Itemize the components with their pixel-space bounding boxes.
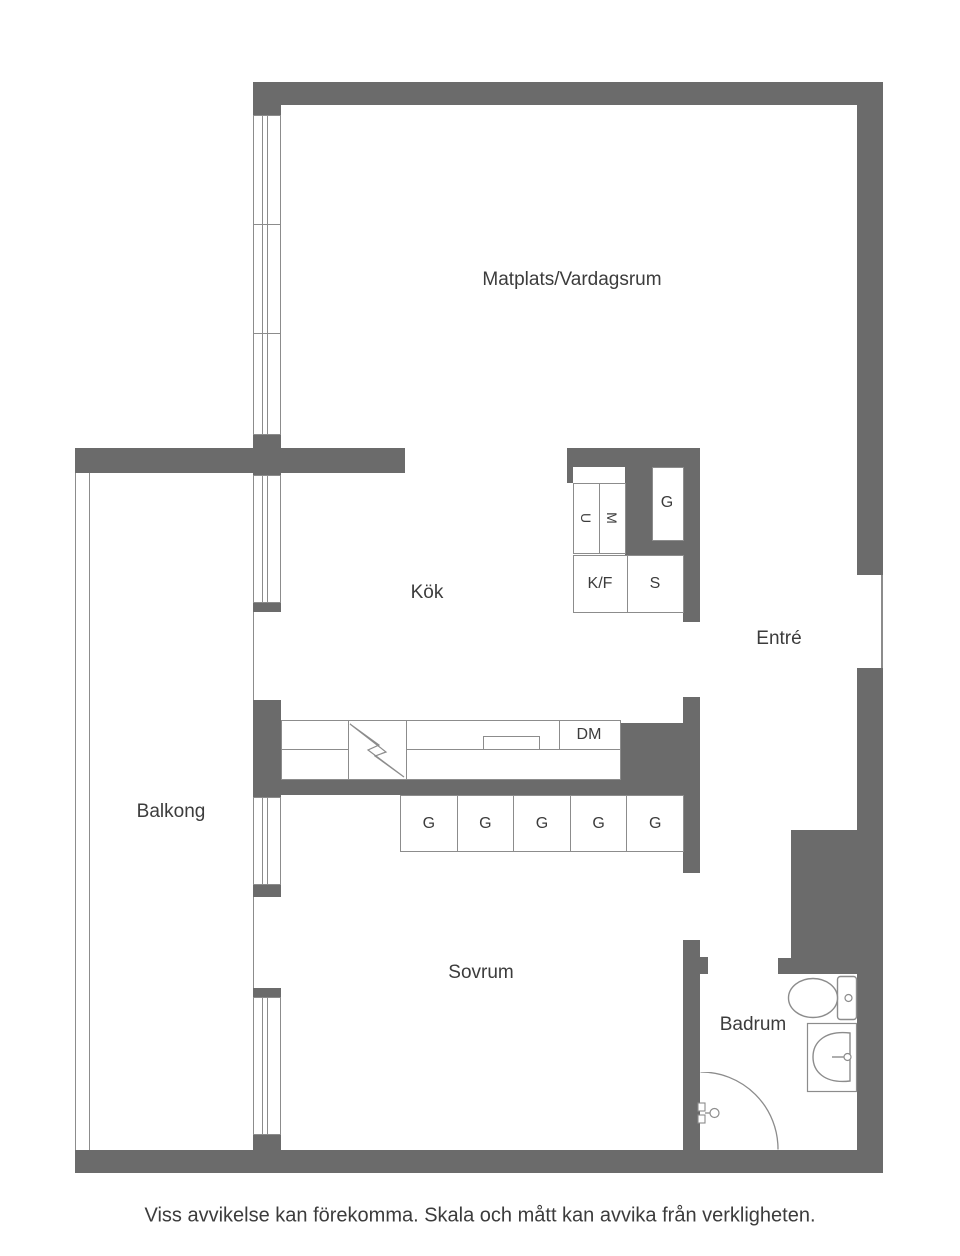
- stove-icon: [348, 721, 406, 779]
- window-glass-line: [262, 476, 268, 602]
- wall-closet-mid-column: [625, 467, 652, 555]
- wardrobe-g: G: [513, 795, 571, 852]
- wall-closet-right: [683, 448, 700, 622]
- wall-top: [253, 82, 883, 105]
- kitchen-counter: [281, 720, 621, 780]
- wall-counter-corner-block: [620, 723, 683, 780]
- wall-bathroom-door-jamb: [700, 957, 708, 974]
- window-pane-divider: [254, 333, 280, 334]
- dishwasher-label: DM: [576, 726, 602, 743]
- room-label-bedroom: Sovrum: [448, 962, 514, 983]
- wall-left-seg-4: [253, 885, 281, 897]
- wall-right-mid: [857, 668, 883, 830]
- fridge-freezer-label: K/F: [587, 575, 613, 592]
- room-label-kitchen: Kök: [410, 582, 444, 603]
- counter-sink: [483, 736, 540, 750]
- room-label-bathroom: Badrum: [719, 1014, 787, 1035]
- wardrobe-g: G: [626, 795, 684, 852]
- window-glass-line: [262, 116, 268, 434]
- toilet-icon: [785, 974, 861, 1022]
- wardrobe-g: G: [400, 795, 458, 852]
- wall-balcony-top: [75, 448, 253, 473]
- counter-front-line: [282, 749, 348, 750]
- opening-balcony-door-bedroom: [253, 897, 254, 988]
- wall-under-counter: [281, 780, 700, 795]
- room-label-entry: Entré: [756, 628, 802, 649]
- wall-closet-top: [567, 448, 700, 467]
- room-label-living: Matplats/Vardagsrum: [482, 269, 662, 290]
- window-pane-divider: [254, 224, 280, 225]
- wardrobe-g: G: [457, 795, 515, 852]
- wall-left-seg-5: [253, 988, 281, 997]
- window-glass-line: [262, 798, 268, 884]
- window-bedroom-2: [253, 997, 281, 1135]
- wall-left-seg-2: [253, 603, 281, 612]
- wall-bathroom-top: [778, 958, 857, 974]
- wall-closet-bottom-band: [652, 540, 700, 555]
- cabinet-m-label: M: [604, 512, 620, 524]
- opening-balcony-door-kitchen: [253, 612, 254, 700]
- wall-right-upper: [857, 104, 883, 575]
- wall-bottom: [75, 1150, 883, 1173]
- wall-closet-left-jamb: [567, 467, 573, 483]
- wall-hall-upper: [683, 697, 700, 873]
- wardrobe-g: G: [570, 795, 628, 852]
- window-bedroom-1: [253, 797, 281, 885]
- counter-divider: [406, 721, 407, 779]
- closet-g-label: G: [660, 494, 674, 511]
- wall-top-left-corner: [253, 82, 281, 115]
- cabinet-u-label: U: [578, 512, 594, 524]
- shower-mixer-icon: [697, 1100, 723, 1128]
- room-label-balcony: Balkong: [136, 801, 206, 822]
- cabinet-um-divider: [599, 483, 600, 554]
- window-kitchen: [253, 475, 281, 603]
- balcony-railing: [75, 473, 90, 1150]
- opening-entrance-door: [881, 575, 883, 668]
- disclaimer-caption: Viss avvikelse kan förekomma. Skala och mått kan avvika från verkligheten.: [144, 1204, 816, 1227]
- window-glass-line: [262, 998, 268, 1134]
- wall-kitchen-top: [253, 448, 405, 473]
- wall-left-seg-3: [253, 700, 281, 797]
- sink-icon: [806, 1022, 858, 1093]
- pantry-label: S: [649, 575, 661, 592]
- wardrobe-row: [400, 795, 684, 852]
- wall-left-seg-6: [253, 1135, 281, 1150]
- window-living: [253, 115, 281, 435]
- counter-divider: [559, 721, 560, 749]
- wall-entry-block: [791, 830, 883, 958]
